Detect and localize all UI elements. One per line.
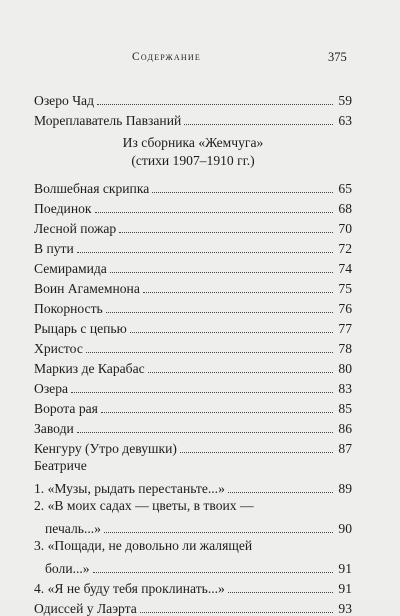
dot-leader <box>95 212 334 213</box>
toc-entry-page: 65 <box>338 181 352 196</box>
dot-leader <box>93 572 334 573</box>
table-of-contents <box>34 88 352 616</box>
dot-leader <box>148 372 334 373</box>
toc-entry-page: 83 <box>338 381 352 396</box>
toc-entry-title: Одиссей у Лаэрта <box>34 601 137 616</box>
dot-leader <box>152 192 333 193</box>
toc-subentry <box>34 556 352 576</box>
dot-leader <box>143 292 334 293</box>
toc-subentry-title-cont: печаль...» <box>45 521 101 536</box>
dot-leader <box>104 532 333 533</box>
section-heading <box>34 134 352 170</box>
dot-leader <box>71 392 333 393</box>
toc-entry-page: 63 <box>338 113 352 128</box>
toc-subentry-title: 4. «Я не буду тебя проклинать...» <box>34 581 225 596</box>
toc-entry-title: Маркиз де Карабас <box>34 361 145 376</box>
toc-entry-title: Семирамида <box>34 261 107 276</box>
toc-entry-page: 85 <box>338 401 352 416</box>
toc-subentry <box>34 476 352 496</box>
toc-entry <box>34 236 352 256</box>
toc-entry-title: Воин Агамемнона <box>34 281 140 296</box>
toc-subentry-page: 90 <box>338 521 352 536</box>
dot-leader <box>228 492 334 493</box>
toc-entry <box>34 256 352 276</box>
toc-entry-page: 76 <box>338 301 352 316</box>
toc-entry <box>34 416 352 436</box>
dot-leader <box>184 124 333 125</box>
toc-subentry-page: 89 <box>338 481 352 496</box>
toc-entry-page: 80 <box>338 361 352 376</box>
toc-entry-page: 93 <box>338 601 352 616</box>
toc-entry <box>34 176 352 196</box>
toc-entry <box>34 108 352 128</box>
toc-entry <box>34 376 352 396</box>
section-subtitle: (стихи 1907–1910 гг.) <box>131 153 255 168</box>
toc-subentry-title-cont: боли...» <box>45 561 90 576</box>
dot-leader <box>77 252 334 253</box>
dot-leader <box>86 352 334 353</box>
toc-entry-page: 70 <box>338 221 352 236</box>
toc-subentry-title: 2. «В моих садах — цветы, в твоих — <box>34 498 254 513</box>
toc-entry-page: 75 <box>338 281 352 296</box>
toc-entry-page: 77 <box>338 321 352 336</box>
toc-entry-page: 72 <box>338 241 352 256</box>
toc-entry-page: 74 <box>338 261 352 276</box>
dot-leader <box>119 232 333 233</box>
toc-entry-page: 68 <box>338 201 352 216</box>
toc-entry-title: Волшебная скрипка <box>34 181 150 196</box>
toc-entry <box>34 436 352 456</box>
running-head-title: Содержание <box>132 51 201 63</box>
dot-leader <box>97 104 333 105</box>
toc-entry-title: Ворота рая <box>34 401 98 416</box>
dot-leader <box>130 332 334 333</box>
toc-entry <box>34 396 352 416</box>
toc-entry <box>34 196 352 216</box>
toc-entry-title: Поединок <box>34 201 92 216</box>
dot-leader <box>228 592 334 593</box>
toc-entry-page: 78 <box>338 341 352 356</box>
dot-leader <box>106 312 334 313</box>
toc-subentry-page: 91 <box>338 581 352 596</box>
toc-entry <box>34 88 352 108</box>
toc-entry <box>34 356 352 376</box>
toc-entry-title: Покорность <box>34 301 103 316</box>
toc-entry <box>34 336 352 356</box>
toc-entry-page: 87 <box>338 441 352 456</box>
toc-subentry-page: 91 <box>338 561 352 576</box>
toc-entry-title: Лесной пожар <box>34 221 117 236</box>
toc-entry <box>34 296 352 316</box>
toc-entry-page: 59 <box>338 93 352 108</box>
toc-subentry <box>34 576 352 596</box>
toc-entry-page: 86 <box>338 421 352 436</box>
dot-leader <box>140 612 334 613</box>
toc-entry-title: Озеро Чад <box>34 93 94 108</box>
toc-subentry <box>34 516 352 536</box>
toc-entry <box>34 596 352 616</box>
toc-entry-title: В пути <box>34 241 74 256</box>
running-head <box>0 51 400 67</box>
toc-subentry-title: 3. «Пощади, не довольно ли жалящей <box>34 538 253 553</box>
dot-leader <box>77 432 334 433</box>
toc-subentry-title: 1. «Музы, рыдать перестаньте...» <box>34 481 225 496</box>
toc-entry-title: Рыцарь с цепью <box>34 321 127 336</box>
toc-entry <box>34 316 352 336</box>
toc-entry <box>34 276 352 296</box>
dot-leader <box>101 412 334 413</box>
toc-group-title: Беатриче <box>34 458 87 473</box>
toc-entry-title: Заводи <box>34 421 74 436</box>
toc-entry-title: Озера <box>34 381 69 396</box>
toc-entry <box>34 216 352 236</box>
toc-entry-title: Кенгуру (Утро девушки) <box>34 441 177 456</box>
dot-leader <box>110 272 334 273</box>
dot-leader <box>180 452 334 453</box>
section-title: Из сборника «Жемчуга» <box>122 135 264 150</box>
toc-entry-title: Христос <box>34 341 83 356</box>
page-number: 375 <box>328 50 347 64</box>
toc-entry-title: Мореплаватель Павзаний <box>34 113 182 128</box>
